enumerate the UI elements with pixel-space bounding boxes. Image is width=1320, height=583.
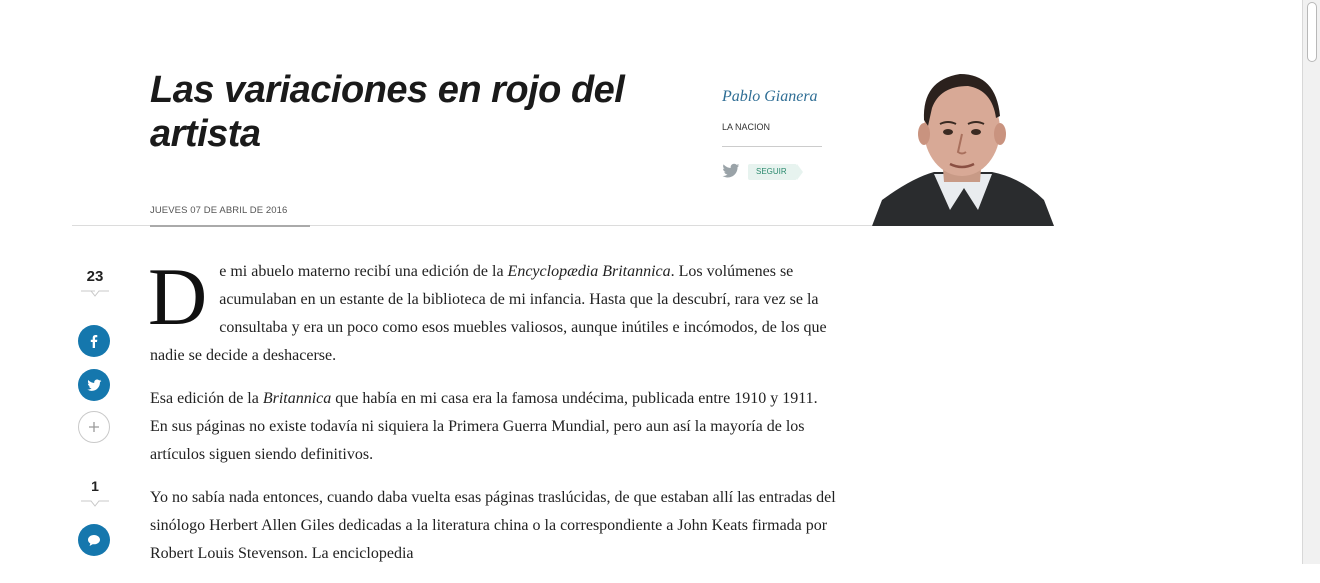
- follow-button[interactable]: SEGUIR: [748, 164, 797, 180]
- twitter-icon: [87, 379, 102, 392]
- scrollbar-thumb[interactable]: [1307, 2, 1317, 62]
- twitter-share-button[interactable]: [78, 369, 110, 401]
- share-count: 23: [86, 268, 104, 285]
- author-outlet: LA NACION: [722, 122, 771, 132]
- facebook-share-button[interactable]: [78, 325, 110, 357]
- paragraph-text: . Los volúmenes se acumulaban en un estante de la biblioteca de mi infancia. Hasta que la descubrí, rara vez se la consultaba y era un poco como esos muebles valiosos, aunque inútiles e incómodos, de los que nadie se decide a deshacerse.: [150, 263, 827, 364]
- vertical-scrollbar[interactable]: [1302, 0, 1320, 564]
- chevron-down-icon: [81, 500, 109, 510]
- comment-icon: [87, 534, 101, 547]
- paragraph-text: Esa edición de la: [150, 390, 263, 407]
- article-title: Las variaciones en rojo del artista: [150, 69, 625, 155]
- article-paragraph: Yo no sabía nada entonces, cuando daba vuelta esas páginas traslúcidas, de que estaban allí las entradas del sinólogo Herbert Allen Giles dedicadas a la literatura china o la correspondiente a John Keats firmada por Robert Louis Stevenson. La enciclopedia: [150, 489, 836, 562]
- chevron-down-icon: [81, 290, 109, 300]
- plus-icon: [88, 421, 100, 433]
- paragraph-text: que había en mi casa era la famosa undécima, publicada entre 1910 y 1911. En sus páginas no existe todavía ni siquiera la Primera Guerra Mundial, pero aun así la mayoría de los artículos siguen siendo definitivos.: [150, 390, 818, 463]
- facebook-icon: [87, 334, 101, 348]
- twitter-icon[interactable]: [722, 163, 740, 179]
- author-name-link[interactable]: Pablo Gianera: [722, 88, 818, 105]
- paragraph-text: e mi abuelo materno recibí una edición de la: [219, 263, 508, 280]
- author-divider: [722, 146, 822, 147]
- article-date: JUEVES 07 DE ABRIL DE 2016: [150, 205, 288, 216]
- drop-cap: D: [148, 251, 208, 342]
- article-paragraph: [148, 251, 838, 370]
- article-paragraph: [150, 385, 838, 469]
- paragraph-emphasis: Encyclopædia Britannica: [507, 263, 671, 280]
- article-body: [148, 251, 838, 583]
- comment-count: 1: [91, 478, 99, 494]
- author-photo: [872, 60, 1054, 226]
- date-underline: [150, 225, 310, 227]
- paragraph-emphasis: Britannica: [262, 390, 332, 407]
- comments-button[interactable]: [78, 524, 110, 556]
- more-share-button[interactable]: [78, 411, 110, 443]
